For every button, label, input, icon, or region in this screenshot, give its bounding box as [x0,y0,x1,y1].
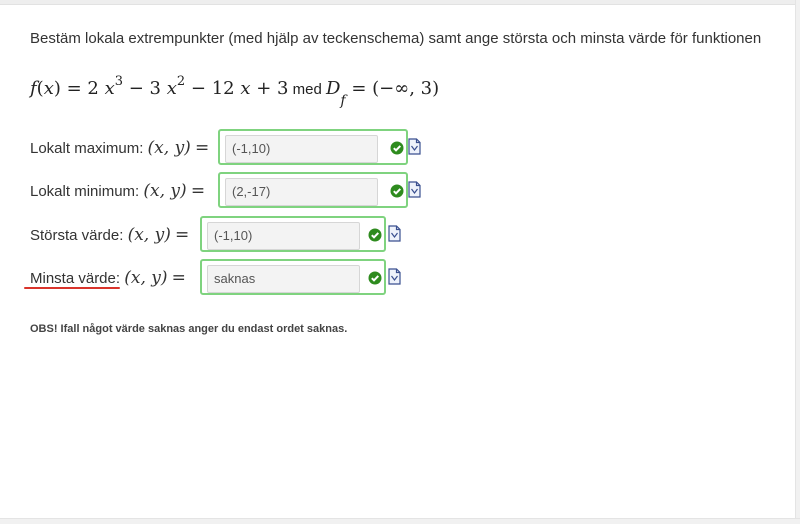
answer-field-local-minimum [218,172,408,208]
document-icon[interactable] [388,225,401,242]
largest-value-input[interactable]: (-1,10) [207,222,360,250]
check-circle-icon [390,141,404,155]
answer-field-local-maximum [218,129,408,165]
smallest-value-input[interactable]: saknas [207,265,360,293]
answer-row-local-minimum [30,172,430,210]
function-definition: f(x) = 2 $x^3 - 3$ $x^2 - 12$ x + 3 med $D_f$ = (−∞, 3) [30,74,440,109]
answer-row-local-maximum [30,129,430,167]
check-circle-icon [368,228,382,242]
scrollbar-track [795,0,800,524]
answer-field-smallest-value [200,259,386,295]
document-icon[interactable] [408,181,421,198]
local-minimum-input[interactable]: (2,-17) [225,178,378,206]
top-divider [0,0,800,5]
row-label: Lokalt maximum: (x, y) = [30,138,210,158]
row-label: Största värde: (x, y) = [30,225,190,245]
local-maximum-input[interactable]: (-1,10) [225,135,378,163]
check-circle-icon [368,271,382,285]
row-label: Lokalt minimum: (x, y) = [30,181,206,201]
answer-row-largest-value [30,216,430,254]
check-circle-icon [390,184,404,198]
bottom-divider [0,518,800,524]
row-label: Minsta värde: (x, y) = [30,268,186,288]
document-icon[interactable] [388,268,401,285]
instruction-note: OBS! Ifall något värde saknas anger du endast ordet saknas. [30,323,348,335]
question-prompt: Bestäm lokala extrempunkter (med hjälp av teckenschema) samt ange största och minsta värde för funktionen [30,30,762,47]
document-icon[interactable] [408,138,421,155]
spellcheck-underline [24,287,120,289]
answer-row-smallest-value [30,259,430,297]
answer-field-largest-value [200,216,386,252]
